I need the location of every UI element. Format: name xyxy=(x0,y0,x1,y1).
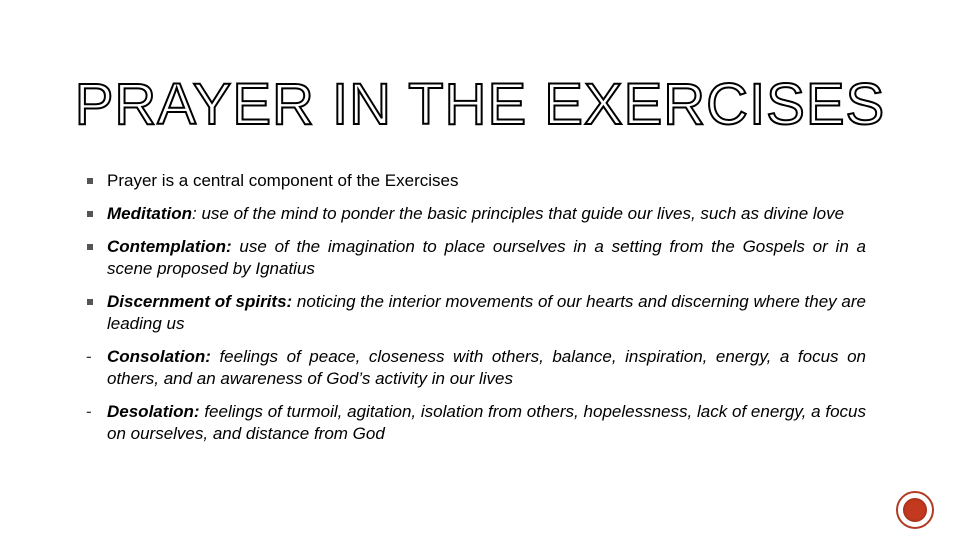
bullet-term: Desolation: xyxy=(107,402,200,421)
bullet-item-meditation xyxy=(86,203,866,225)
badge-circle-icon xyxy=(903,498,927,522)
bullet-list xyxy=(86,170,866,445)
bullet-item-prayer xyxy=(86,170,866,192)
slide-number-badge xyxy=(896,491,934,529)
title-area xyxy=(0,70,960,140)
bullet-text: use of the imagination to place ourselves in a setting from the Gospels or in a scene proposed by Ignatius xyxy=(107,237,866,278)
bullet-text: use of the mind to ponder the basic principles that guide our lives, such as divine love xyxy=(196,204,845,223)
bullet-term: Contemplation: xyxy=(107,237,232,256)
bullet-term: Discernment of spirits: xyxy=(107,292,293,311)
slide-title: PRAYER IN THE EXERCISES xyxy=(74,72,886,137)
bullet-text: feelings of peace, closeness with others, balance, inspiration, energy, a focus on others, and an awareness of God’s activity in our lives xyxy=(107,347,866,388)
bullet-item-contemplation xyxy=(86,236,866,280)
bullet-item-consolation xyxy=(86,346,866,390)
bullet-term-separator: : xyxy=(192,204,197,223)
bullet-text: Prayer is a central component of the Exercises xyxy=(107,171,459,190)
bullet-dash-marker: - xyxy=(86,347,92,366)
bullet-item-desolation xyxy=(86,401,866,445)
bullet-term: Meditation xyxy=(107,204,192,223)
bullet-dash-marker: - xyxy=(86,402,92,421)
bullet-square-icon xyxy=(86,203,100,225)
bullet-text: feelings of turmoil, agitation, isolation from others, hopelessness, lack of energy, a focus on ourselves, and distance from God xyxy=(107,402,866,443)
bullet-square-icon xyxy=(86,170,100,192)
bullet-term: Consolation: xyxy=(107,347,211,366)
bullet-square-icon xyxy=(86,291,100,313)
bullet-item-discernment xyxy=(86,291,866,335)
bullet-square-icon xyxy=(86,236,100,258)
bullet-text: noticing the interior movements of our hearts and discerning where they are leading us xyxy=(107,292,866,333)
